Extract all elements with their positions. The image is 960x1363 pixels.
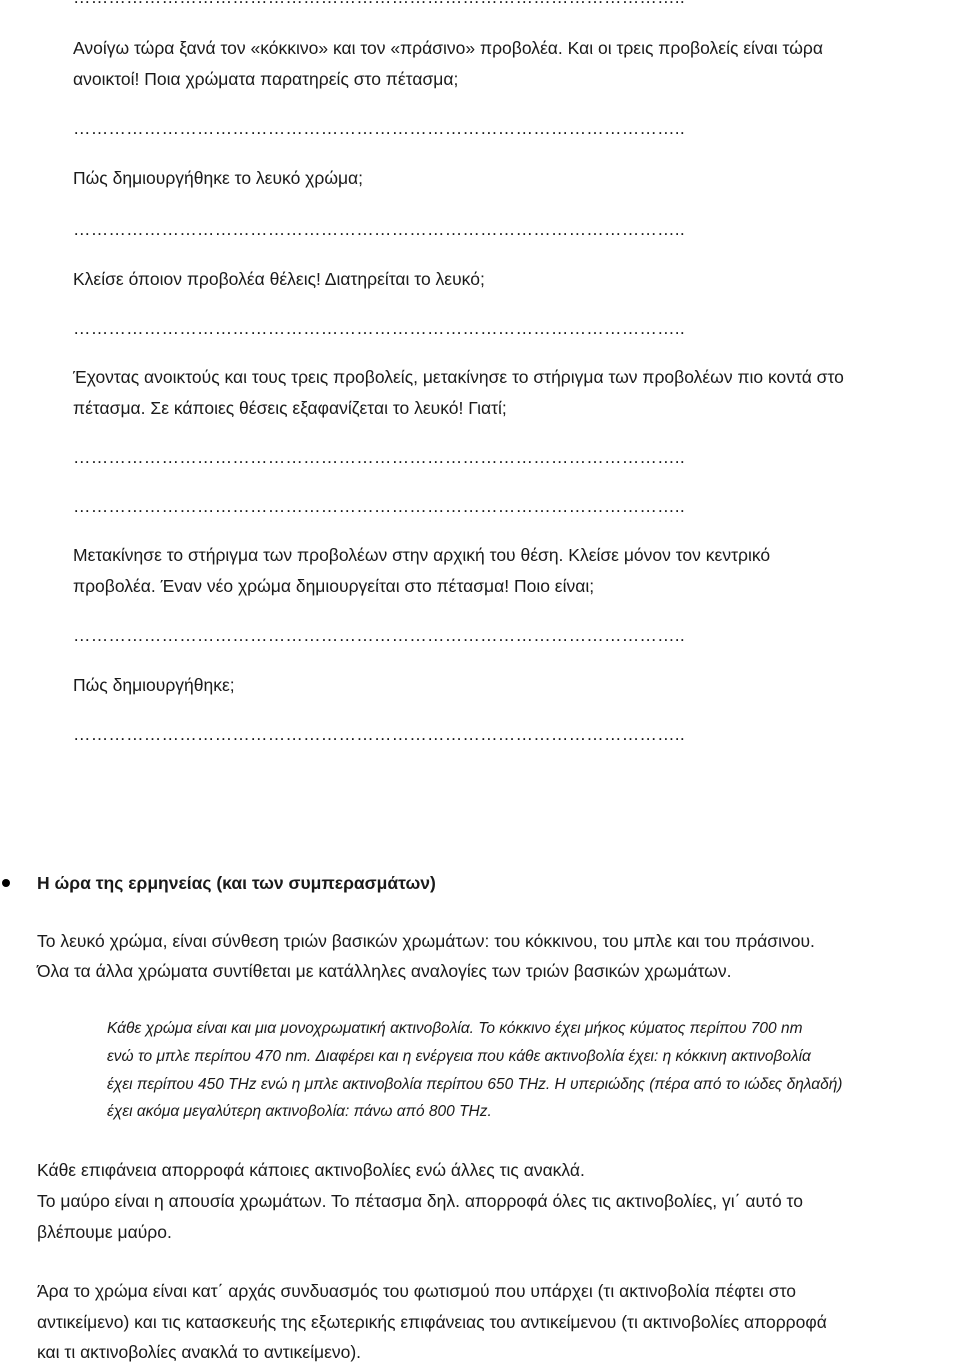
question-5-line-1: Μετακίνησε το στήριγμα των προβολέων στην αρχική του θέση. Κλείσε μόνον τον κεντρικό <box>73 545 771 565</box>
answer-dots-3: ………………………………………………………………………………………….. <box>73 318 685 338</box>
bullet-icon <box>2 879 10 887</box>
answer-dots-2: ………………………………………………………………………………………….. <box>73 219 685 239</box>
paragraph-3-line-1: Άρα το χρώμα είναι κατ΄ αρχάς συνδυασμός του φωτισμού που υπάρχει (τι ακτινοβολία πέφτει στο <box>37 1281 796 1301</box>
paragraph-2-line-3: βλέπουμε μαύρο. <box>37 1222 172 1242</box>
question-3: Κλείσε όποιον προβολέα θέλεις! Διατηρείται το λευκό; <box>73 269 485 289</box>
question-4-line-2: πέτασμα. Σε κάποιες θέσεις εξαφανίζεται το λευκό! Γιατί; <box>73 398 507 418</box>
note-line-4: έχει ακόμα μεγαλύτερη ακτινοβολία: πάνω από 800 THz. <box>107 1103 492 1120</box>
section-heading: Η ώρα της ερμηνείας (και των συμπερασμάτων) <box>37 873 436 893</box>
question-6: Πώς δημιουργήθηκε; <box>73 675 235 695</box>
paragraph-1-line-1: Το λευκό χρώμα, είναι σύνθεση τριών βασικών χρωμάτων: του κόκκινου, του μπλε και του πράσινου. <box>37 931 815 951</box>
paragraph-2-line-2: Το μαύρο είναι η απουσία χρωμάτων. Το πέτασμα δηλ. απορροφά όλες τις ακτινοβολίες, γι΄ αυτό το <box>37 1191 803 1211</box>
paragraph-3-line-2: αντικείμενο) και τις κατασκευής της εξωτερικής επιφάνειας του αντικείμενου (τι ακτινοβολίες απορροφά <box>37 1312 827 1332</box>
paragraph-2-line-1: Κάθε επιφάνεια απορροφά κάποιες ακτινοβολίες ενώ άλλες τις ανακλά. <box>37 1160 585 1180</box>
question-4-line-1: Έχοντας ανοικτούς και τους τρεις προβολείς, μετακίνησε το στήριγμα των προβολέων πιο κοντά στο <box>73 367 844 387</box>
question-1-line-1: Ανοίγω τώρα ξανά τον «κόκκινο» και τον «πράσινο» προβολέα. Και οι τρεις προβολείς είναι τώρα <box>73 38 823 58</box>
answer-dots-1: ………………………………………………………………………………………….. <box>73 118 685 138</box>
answer-dots-4a: ………………………………………………………………………………………….. <box>73 447 685 467</box>
paragraph-3-line-3: και τι ακτινοβολίες ανακλά το αντικείμενο). <box>37 1342 362 1362</box>
question-2: Πώς δημιουργήθηκε το λευκό χρώμα; <box>73 168 364 188</box>
answer-dots-6: ………………………………………………………………………………………….. <box>73 724 685 744</box>
paragraph-1-line-2: Όλα τα άλλα χρώματα συντίθεται με κατάλληλες αναλογίες των τριών βασικών χρωμάτων. <box>37 961 732 981</box>
note-line-3: έχει περίπου 450 THz ενώ η μπλε ακτινοβολία περίπου 650 THz. Η υπεριώδης (πέρα από το ιώδες δηλαδή) <box>107 1076 843 1093</box>
note-line-2: ενώ το μπλε περίπου 470 nm. Διαφέρει και η ενέργεια που κάθε ακτινοβολία έχει: η κόκκινη ακτινοβολία <box>107 1048 811 1065</box>
note-line-1: Κάθε χρώμα είναι και μια μονοχρωματική ακτινοβολία. Το κόκκινο έχει μήκος κύματος περίπου 700 nm <box>107 1020 803 1037</box>
answer-dots-top <box>73 0 685 8</box>
question-5-line-2: προβολέα. Έναν νέο χρώμα δημιουργείται στο πέτασμα! Ποιο είναι; <box>73 576 595 596</box>
question-1-line-2: ανοικτοί! Ποια χρώματα παρατηρείς στο πέτασμα; <box>73 69 459 89</box>
answer-dots-5: ………………………………………………………………………………………….. <box>73 625 685 645</box>
answer-dots-4b: ………………………………………………………………………………………….. <box>73 496 685 516</box>
